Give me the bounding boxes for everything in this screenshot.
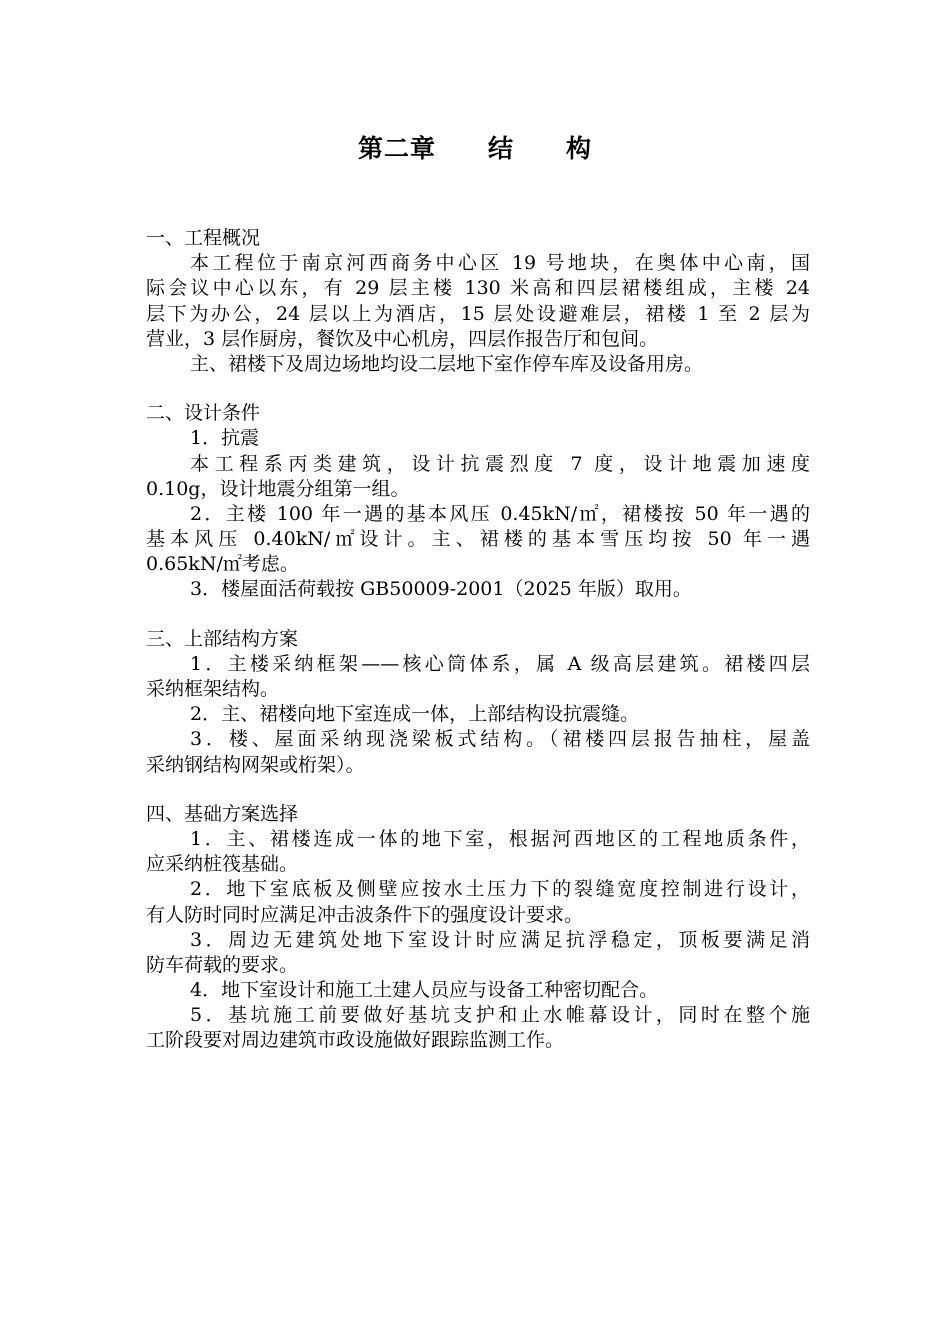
- paragraph-line: 0.10g，设计地震分组第一组。: [146, 477, 410, 500]
- paragraph-line: 1．主、裙楼连成一体的地下室，根据河西地区的工程地质条件，: [190, 827, 810, 850]
- paragraph-line: 本工程系丙类建筑，设计抗震烈度 7 度，设计地震加速度: [190, 452, 810, 475]
- paragraph-line: 本工程位于南京河西商务中心区 19 号地块，在奥体中心南，国: [190, 252, 810, 275]
- section-heading: 三、上部结构方案: [146, 627, 299, 650]
- paragraph-line: 主、裙楼下及周边场地均设二层地下室作停车库及设备用房。: [190, 352, 704, 375]
- paragraph-line: 基本风压 0.40kN/㎡设计。主、裙楼的基本雪压均按 50 年一遇: [146, 528, 810, 551]
- spacer: [146, 377, 810, 401]
- paragraph-line: 3．楼、屋面采纳现浇梁板式结构。（裙楼四层报告抽柱，屋盖: [190, 728, 810, 751]
- paragraph-line: 层下为办公，24 层以上为酒店，15 层处设避难层，裙楼 1 至 2 层为: [146, 302, 810, 325]
- paragraph-line: 2．主楼 100 年一遇的基本风压 0.45kN/㎡，裙楼按 50 年一遇的: [190, 502, 810, 525]
- paragraph-line: 0.65kN/㎡考虑。: [146, 553, 299, 576]
- paragraph-line: 采纳钢结构网架或桁架）。: [146, 753, 365, 776]
- paragraph-line: 采纳框架结构。: [146, 678, 280, 700]
- paragraph-line: 1．抗震: [190, 427, 260, 450]
- chapter-title: 第二章 结 构: [357, 134, 592, 163]
- paragraph-line: 营业，3 层作厨房，餐饮及中心机房，四层作报告厅和包间。: [146, 327, 659, 350]
- paragraph-line: 4．地下室设计和施工土建人员应与设备工种密切配合。: [190, 979, 659, 1002]
- section-heading: 二、设计条件: [146, 402, 261, 425]
- section-heading: 四、基础方案选择: [146, 802, 299, 825]
- paragraph-line: 应采纳桩筏基础。: [146, 853, 299, 876]
- paragraph-line: 工阶段要对周边建筑市政设施做好跟踪监测工作。: [146, 1029, 565, 1052]
- paragraph-line: 际会议中心以东，有 29 层主楼 130 米高和四层裙楼组成，主楼 24: [146, 277, 810, 300]
- paragraph-line: 3．周边无建筑处地下室设计时应满足抗浮稳定，顶板要满足消: [190, 928, 810, 951]
- paragraph-line: 2．主、裙楼向地下室连成一体，上部结构设抗震缝。: [190, 703, 640, 726]
- paragraph-line: 1．主楼采纳框架——核心筒体系，属 A 级高层建筑。裙楼四层: [190, 652, 810, 675]
- paragraph-line: 3．楼屋面活荷载按 GB50009-2001（2025 年版）取用。: [190, 578, 692, 601]
- paragraph-line: 防车荷载的要求。: [146, 953, 299, 976]
- paragraph-line: 2．地下室底板及侧壁应按水土压力下的裂缝宽度控制进行设计，: [190, 878, 810, 901]
- paragraph-line: 有人防时同时应满足冲击波条件下的强度设计要求。: [146, 903, 584, 926]
- spacer: [146, 603, 810, 627]
- paragraph-line: 5．基坑施工前要做好基坑支护和止水帷幕设计，同时在整个施: [190, 1004, 810, 1027]
- section-heading: 一、工程概况: [146, 227, 261, 249]
- spacer: [146, 778, 810, 802]
- document-body: [146, 226, 810, 1054]
